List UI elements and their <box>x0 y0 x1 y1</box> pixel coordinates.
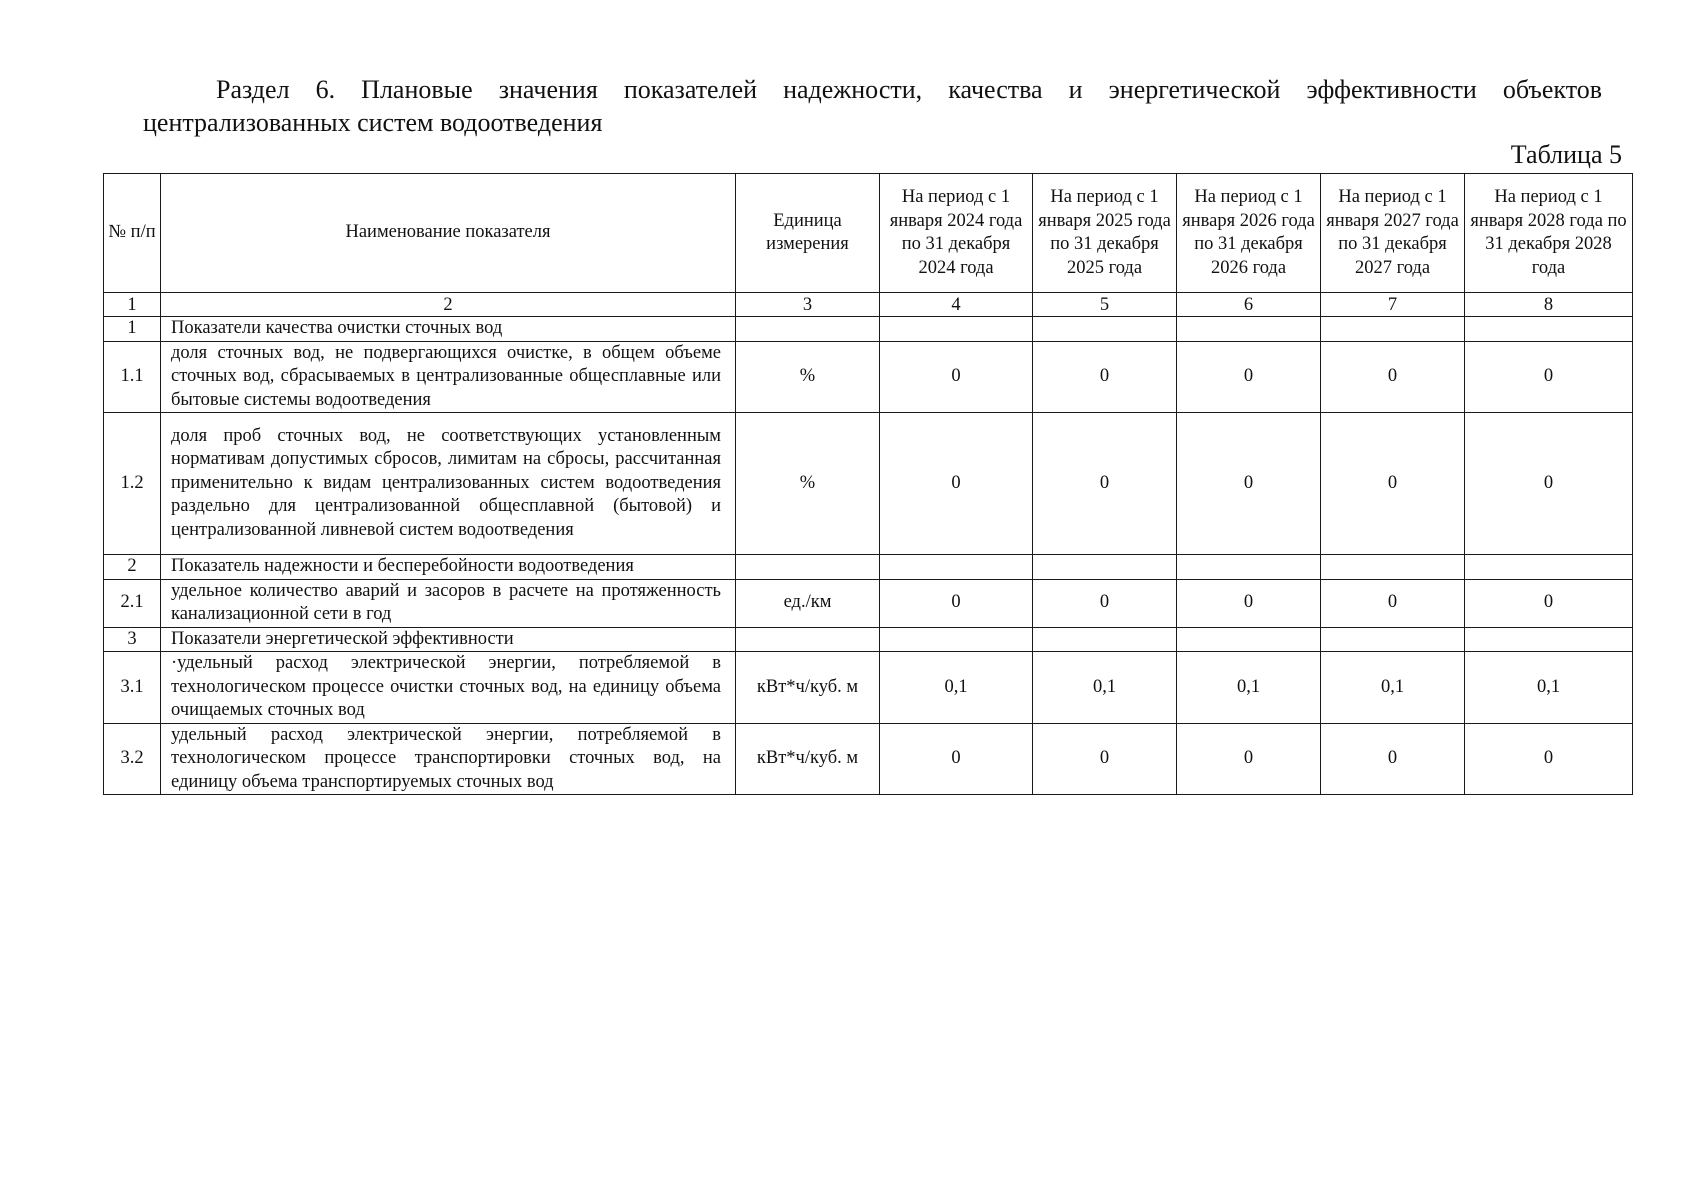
row-value: 0 <box>1321 341 1465 413</box>
row-unit: кВт*ч/куб. м <box>736 652 880 724</box>
section-num: 2 <box>104 555 161 580</box>
row-unit: кВт*ч/куб. м <box>736 723 880 795</box>
column-number: 7 <box>1321 293 1465 317</box>
indicators-table <box>103 173 1633 795</box>
column-number: 5 <box>1033 293 1177 317</box>
row-value: 0,1 <box>1177 652 1321 724</box>
row-value: 0 <box>1033 723 1177 795</box>
row-value: 0 <box>1177 723 1321 795</box>
row-num: 1.1 <box>104 341 161 413</box>
header-name: Наименование показателя <box>161 174 736 293</box>
section-title: Показатели энергетической эффективности <box>161 627 736 652</box>
row-value: 0 <box>880 723 1033 795</box>
row-value: 0 <box>1177 341 1321 413</box>
row-value: 0 <box>1033 579 1177 627</box>
row-name: удельный расход электрической энергии, потребляемой в технологическом процессе транспортировки сточных вод, на единицу объема транспортируемых сточных вод <box>161 723 736 795</box>
section-row <box>104 317 1633 342</box>
row-num: 3.2 <box>104 723 161 795</box>
row-value: 0 <box>880 413 1033 555</box>
table-row <box>104 341 1633 413</box>
row-value: 0 <box>1033 341 1177 413</box>
row-value: 0 <box>880 579 1033 627</box>
row-name: доля проб сточных вод, не соответствующих установленным нормативам допустимых сбросов, лимитам на сбросы, рассчитанная применительно к видам централизованных систем водоотведения раздельно для централизованной общесплавной (бытовой) и централизованной ливневой систем водоотведения <box>161 413 736 555</box>
row-value: 0 <box>1321 723 1465 795</box>
row-value: 0 <box>880 341 1033 413</box>
row-name: ·удельный расход электрической энергии, потребляемой в технологическом процессе очистки сточных вод, на единицу объема очищаемых сточных вод <box>161 652 736 724</box>
section-num: 1 <box>104 317 161 342</box>
header-period-2024: На период с 1 января 2024 года по 31 декабря 2024 года <box>880 174 1033 293</box>
table-row <box>104 723 1633 795</box>
section-title: Показатели качества очистки сточных вод <box>161 317 736 342</box>
column-number: 4 <box>880 293 1033 317</box>
header-period-2025: На период с 1 января 2025 года по 31 декабря 2025 года <box>1033 174 1177 293</box>
row-value: 0,1 <box>1465 652 1633 724</box>
row-num: 2.1 <box>104 579 161 627</box>
column-number: 3 <box>736 293 880 317</box>
table-row <box>104 579 1633 627</box>
table-header-row <box>104 174 1633 293</box>
row-value: 0,1 <box>880 652 1033 724</box>
row-value: 0 <box>1321 413 1465 555</box>
table-caption: Таблица 5 <box>1510 140 1622 169</box>
section-title: Показатель надежности и бесперебойности водоотведения <box>161 555 736 580</box>
row-value: 0,1 <box>1033 652 1177 724</box>
row-value: 0 <box>1321 579 1465 627</box>
row-name: доля сточных вод, не подвергающихся очистке, в общем объеме сточных вод, сбрасываемых в централизованные общесплавные или бытовые системы водоотведения <box>161 341 736 413</box>
row-value: 0 <box>1177 579 1321 627</box>
row-num: 1.2 <box>104 413 161 555</box>
column-numbers-row <box>104 293 1633 317</box>
row-unit: % <box>736 413 880 555</box>
table-row <box>104 413 1633 555</box>
row-value: 0 <box>1465 413 1633 555</box>
header-num: № п/п <box>104 174 161 293</box>
row-value: 0 <box>1033 413 1177 555</box>
header-period-2026: На период с 1 января 2026 года по 31 декабря 2026 года <box>1177 174 1321 293</box>
row-unit: ед./км <box>736 579 880 627</box>
row-value: 0 <box>1465 723 1633 795</box>
row-value: 0 <box>1465 579 1633 627</box>
row-value: 0,1 <box>1321 652 1465 724</box>
column-number: 1 <box>104 293 161 317</box>
section-row <box>104 627 1633 652</box>
column-number: 2 <box>161 293 736 317</box>
header-unit: Единица измерения <box>736 174 880 293</box>
row-unit: % <box>736 341 880 413</box>
row-name: удельное количество аварий и засоров в расчете на протяженность канализационной сети в год <box>161 579 736 627</box>
column-number: 8 <box>1465 293 1633 317</box>
table-row <box>104 652 1633 724</box>
column-number: 6 <box>1177 293 1321 317</box>
header-period-2027: На период с 1 января 2027 года по 31 декабря 2027 года <box>1321 174 1465 293</box>
row-value: 0 <box>1465 341 1633 413</box>
header-period-2028: На период с 1 января 2028 года по 31 декабря 2028 года <box>1465 174 1633 293</box>
section-num: 3 <box>104 627 161 652</box>
section-row <box>104 555 1633 580</box>
section-heading: Раздел 6. Плановые значения показателей надежности, качества и энергетической эффективности объектов централизованных систем водоотведения <box>143 75 1602 137</box>
row-value: 0 <box>1177 413 1321 555</box>
row-num: 3.1 <box>104 652 161 724</box>
